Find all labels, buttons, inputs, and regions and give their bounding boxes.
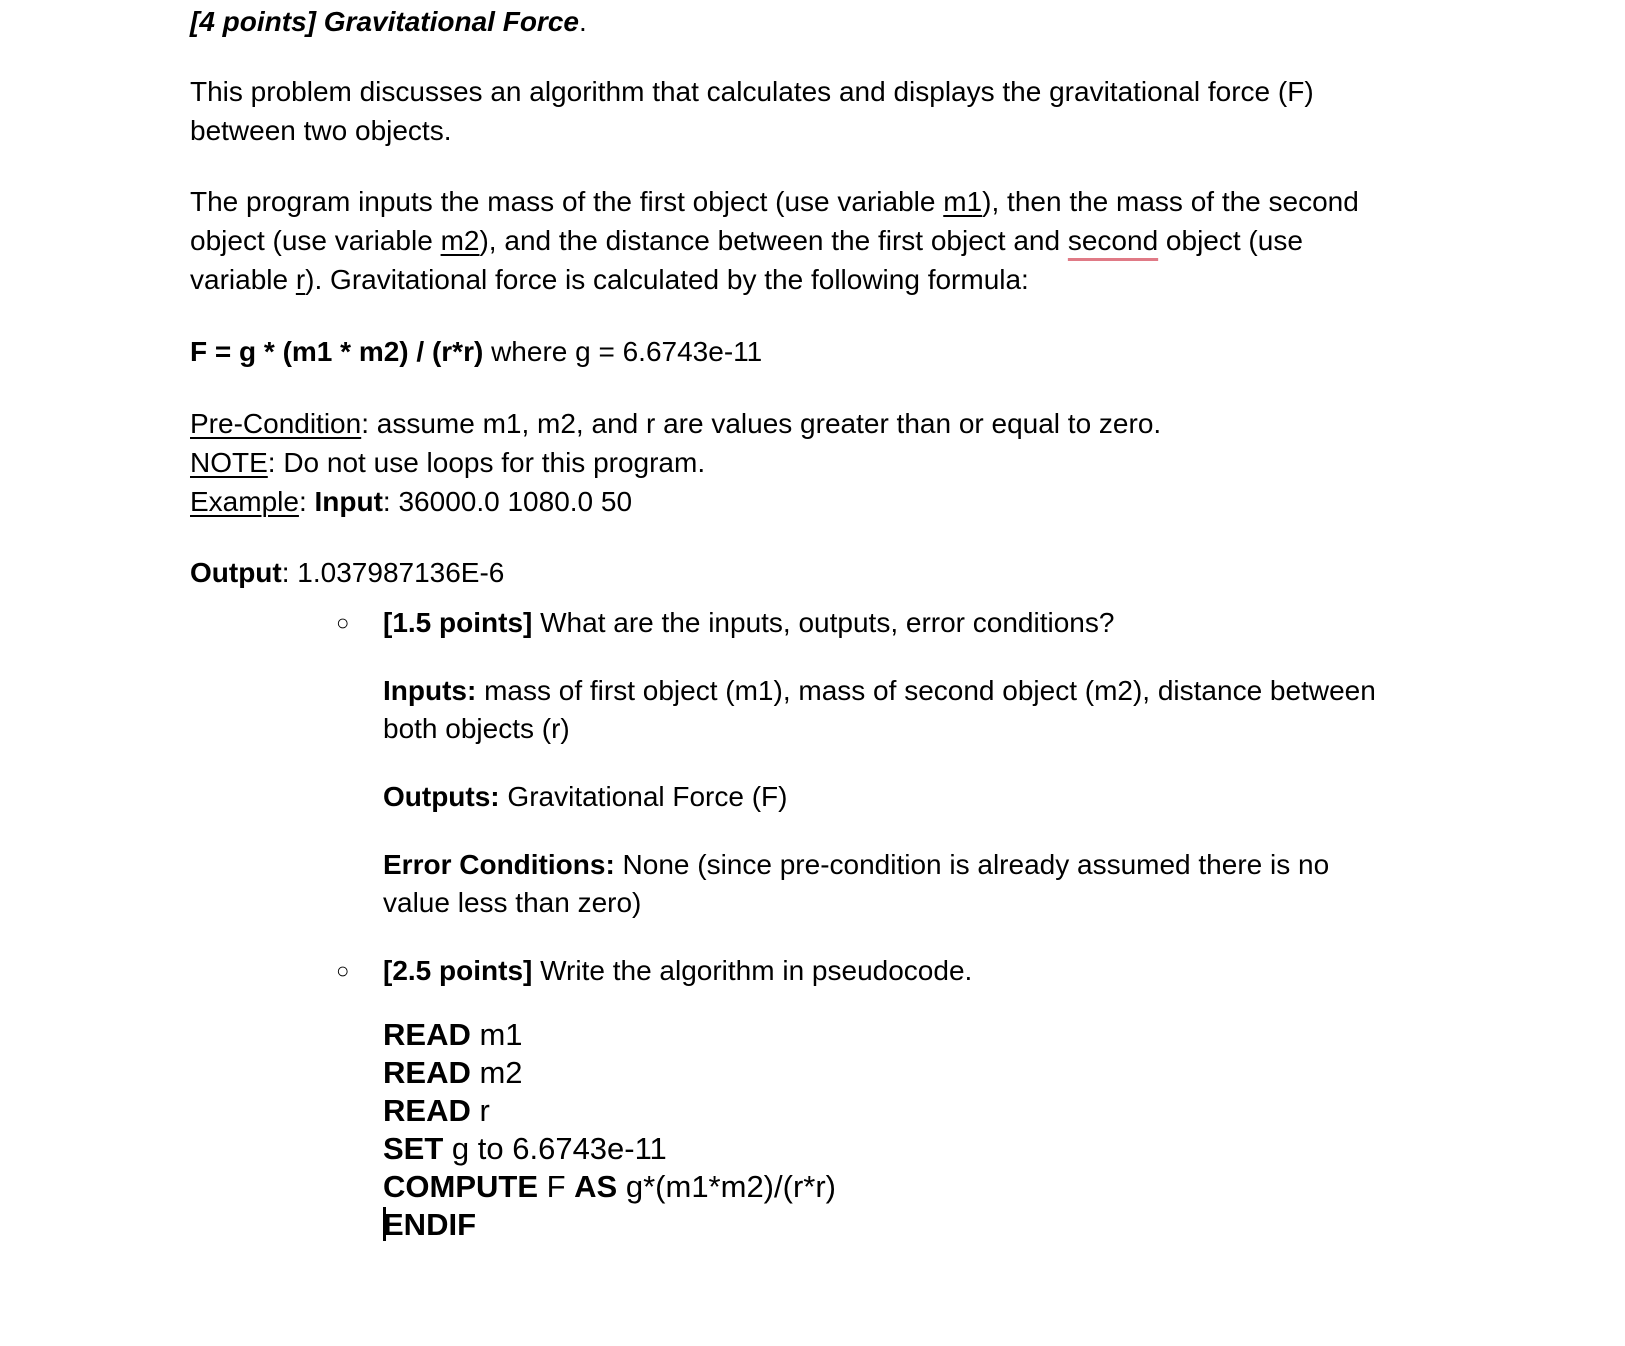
program-line-1 — [190, 182, 1359, 221]
code-text: m1 — [470, 1017, 523, 1052]
var-r: r — [295, 264, 306, 295]
program-line-2 — [190, 221, 1359, 260]
pseudocode-line — [383, 1168, 836, 1206]
precondition-label: Pre-Condition — [190, 408, 362, 439]
example-line — [190, 482, 1161, 521]
errors-line-2: value less than zero) — [383, 887, 642, 918]
program-text: object (use — [1158, 225, 1303, 256]
question-2-prompt: Write the algorithm in pseudocode. — [532, 955, 973, 986]
program-text: ). Gravitational force is calculated by the following formula: — [305, 264, 1029, 295]
program-text: ), and the distance between the first object and — [479, 225, 1068, 256]
answer-inputs — [383, 672, 1443, 748]
answer-outputs — [383, 778, 1443, 816]
code-text: g*(m1*m2)/(r*r) — [617, 1169, 836, 1204]
note-line — [190, 443, 1161, 482]
inputs-line-2: both objects (r) — [383, 713, 570, 744]
question-1-prompt: What are the inputs, outputs, error conditions? — [532, 607, 1115, 638]
answer-error-conditions — [383, 846, 1443, 922]
pseudocode-block — [383, 1016, 836, 1244]
title-period: . — [578, 6, 587, 37]
conditions-block — [190, 404, 1161, 521]
keyword: SET — [383, 1131, 444, 1166]
input-label: Input — [314, 486, 383, 517]
question-1-text — [383, 603, 1463, 642]
pseudocode-line — [383, 1016, 836, 1054]
example-label: Example — [190, 486, 299, 517]
output-value: : 1.037987136E-6 — [281, 557, 505, 588]
intro-line-1: This problem discusses an algorithm that calculates and displays the gravitational force (F) — [190, 76, 1314, 107]
keyword: READ — [383, 1055, 471, 1090]
problem-title — [190, 2, 587, 41]
formula — [190, 332, 762, 371]
code-text: r — [470, 1093, 490, 1128]
output-line — [190, 553, 504, 592]
program-line-3 — [190, 260, 1359, 299]
keyword: READ — [383, 1017, 471, 1052]
program-text: The program inputs the mass of the first object (use variable — [190, 186, 944, 217]
program-text: ), then the mass of the second — [982, 186, 1359, 217]
bullet-icon: ○ — [336, 958, 350, 983]
pseudocode-line[interactable] — [383, 1206, 836, 1244]
input-value: : 36000.0 1080.0 50 — [382, 486, 633, 517]
question-2-points: [2.5 points] — [383, 955, 533, 986]
outputs-text: Gravitational Force (F) — [499, 781, 788, 812]
keyword: COMPUTE — [383, 1169, 538, 1204]
errors-line-1 — [383, 846, 1443, 884]
code-text: m2 — [470, 1055, 523, 1090]
bullet-icon: ○ — [336, 610, 350, 635]
inputs-text: mass of first object (m1), mass of second object (m2), distance between — [476, 675, 1376, 706]
note-label: NOTE — [190, 447, 268, 478]
intro-paragraph — [190, 72, 1314, 150]
output-label: Output — [190, 557, 282, 588]
precondition-line — [190, 404, 1161, 443]
code-text: F — [538, 1169, 575, 1204]
spellcheck-word-second[interactable]: second — [1067, 225, 1159, 256]
program-paragraph — [190, 182, 1359, 299]
question-1-points: [1.5 points] — [383, 607, 533, 638]
var-m1: m1 — [943, 186, 983, 217]
pseudocode-line — [383, 1130, 836, 1168]
note-text: : Do not use loops for this program. — [267, 447, 706, 478]
program-text: variable — [190, 264, 296, 295]
pseudocode-line — [383, 1092, 836, 1130]
title-points: [4 points] — [190, 6, 316, 37]
var-m2: m2 — [440, 225, 480, 256]
outputs-label: Outputs: — [383, 781, 500, 812]
errors-text: None (since pre-condition is already assumed there is no — [614, 849, 1330, 880]
outputs-line — [383, 778, 1443, 816]
question-2-text — [383, 951, 1463, 990]
errors-label: Error Conditions: — [383, 849, 615, 880]
precondition-text: : assume m1, m2, and r are values greater than or equal to zero. — [361, 408, 1162, 439]
keyword: READ — [383, 1093, 471, 1128]
intro-line-2: between two objects. — [190, 115, 452, 146]
formula-where: where g = 6.6743e-11 — [483, 336, 763, 367]
keyword: ENDIF — [383, 1207, 476, 1242]
title-name: Gravitational Force — [323, 6, 579, 37]
inputs-line-1 — [383, 672, 1443, 710]
formula-expression: F = g * (m1 * m2) / (r*r) — [190, 336, 484, 367]
example-separator: : — [298, 486, 315, 517]
pseudocode-line — [383, 1054, 836, 1092]
inputs-label: Inputs: — [383, 675, 477, 706]
keyword: AS — [574, 1169, 618, 1204]
code-text: g to 6.6743e-11 — [443, 1131, 667, 1166]
program-text: object (use variable — [190, 225, 441, 256]
